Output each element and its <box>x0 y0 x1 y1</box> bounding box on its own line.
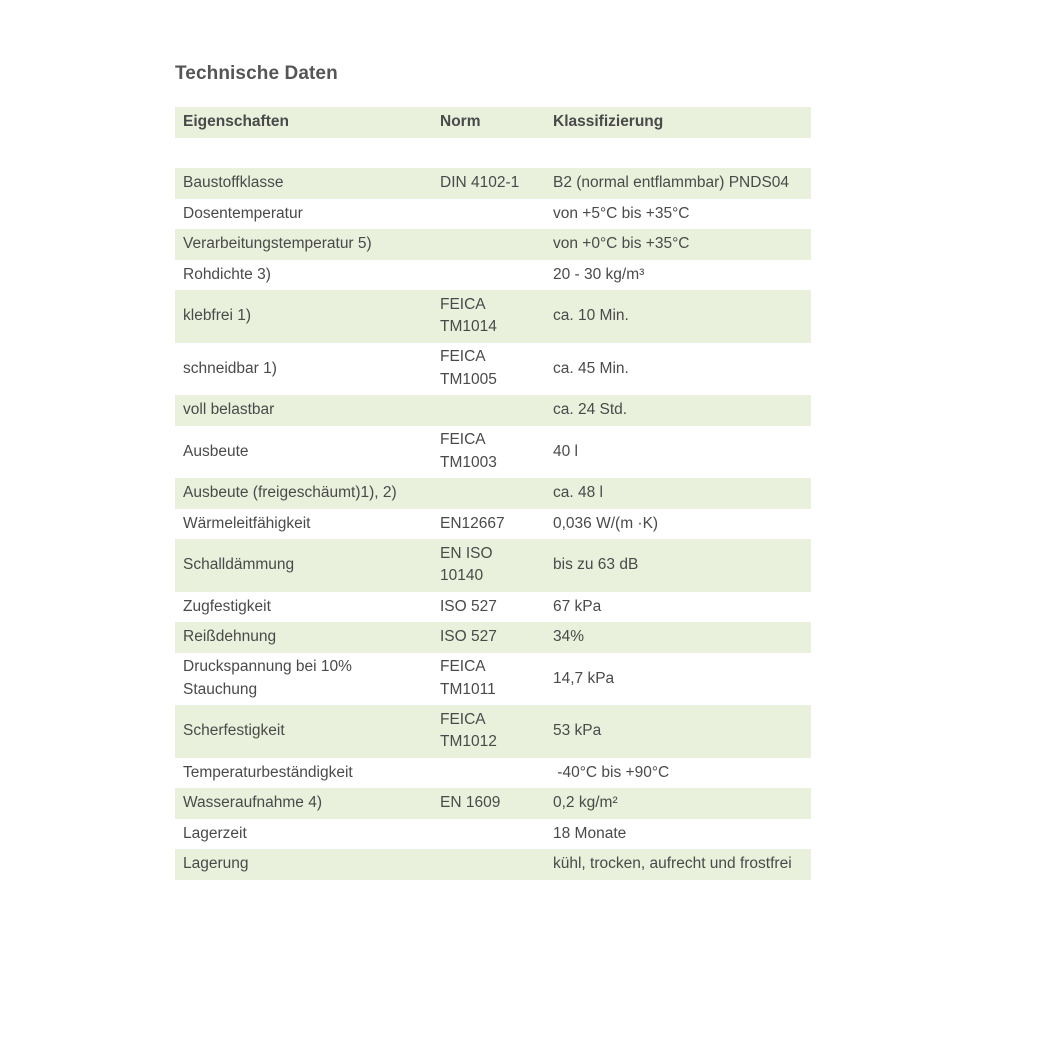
cell-property: Ausbeute (freigeschäumt)1), 2) <box>175 478 432 509</box>
table-row <box>175 168 811 199</box>
table-row <box>175 849 811 880</box>
page-title: Technische Daten <box>175 63 338 84</box>
cell-norm <box>432 260 545 291</box>
table-row <box>175 758 811 789</box>
norm-line-1: FEICA <box>440 710 486 728</box>
cell-value: von +5°C bis +35°C <box>553 204 690 222</box>
cell-norm <box>432 229 545 260</box>
table-row <box>175 260 811 291</box>
cell-norm <box>432 758 545 789</box>
table-row <box>175 426 811 479</box>
cell-property: voll belastbar <box>175 395 432 426</box>
norm-line-2: TM1011 <box>440 680 496 698</box>
cell-property <box>175 653 432 706</box>
cell-norm <box>432 653 545 706</box>
cell-property: Lagerzeit <box>183 824 247 842</box>
norm-line-1: FEICA <box>440 348 486 366</box>
cell-value: ca. 10 Min. <box>545 290 811 343</box>
cell-norm <box>432 199 545 230</box>
cell-property: Wasseraufnahme 4) <box>175 788 432 819</box>
table-row <box>175 343 811 396</box>
table-row <box>175 395 811 426</box>
table-row <box>175 229 811 260</box>
cell-norm: ISO 527 <box>432 622 545 653</box>
table-row <box>175 539 811 592</box>
cell-property: schneidbar 1) <box>183 359 277 377</box>
norm-line-1: FEICA <box>440 431 486 449</box>
cell-property: Zugfestigkeit <box>183 597 271 615</box>
cell-value: 14,7 kPa <box>553 669 615 687</box>
table-row <box>175 653 811 706</box>
cell-value: 0,036 W/(m ·K) <box>553 514 659 532</box>
table-row <box>175 509 811 540</box>
norm-line-2: 10140 <box>440 567 484 585</box>
norm-line-1: EN ISO <box>440 544 493 562</box>
cell-property: klebfrei 1) <box>175 290 432 343</box>
cell-property: Temperaturbeständigkeit <box>183 763 353 781</box>
header-norm: Norm <box>432 107 545 138</box>
cell-property: Lagerung <box>175 849 432 880</box>
cell-norm <box>432 478 545 509</box>
table-row <box>175 819 811 850</box>
cell-value: bis zu 63 dB <box>545 539 811 592</box>
cell-value: kühl, trocken, aufrecht und frostfrei <box>545 849 811 880</box>
cell-norm <box>432 426 545 479</box>
cell-value: ca. 45 Min. <box>553 359 629 377</box>
cell-norm <box>432 343 545 396</box>
table-row <box>175 592 811 623</box>
cell-norm <box>432 849 545 880</box>
cell-value: 20 - 30 kg/m³ <box>553 265 645 283</box>
property-line-1: Druckspannung bei 10% <box>183 658 352 676</box>
cell-norm: DIN 4102-1 <box>432 168 545 199</box>
cell-property: Baustoffklasse <box>175 168 432 199</box>
norm-line-1: FEICA <box>440 295 486 313</box>
table-row <box>175 290 811 343</box>
cell-norm: EN 1609 <box>432 788 545 819</box>
cell-norm <box>432 290 545 343</box>
table-header-row <box>175 107 811 138</box>
table-row <box>175 788 811 819</box>
norm-line-2: TM1005 <box>440 370 497 388</box>
cell-value: ca. 24 Std. <box>545 395 811 426</box>
spacer-row <box>175 138 811 168</box>
cell-value: 67 kPa <box>553 597 602 615</box>
cell-norm: EN12667 <box>440 514 505 532</box>
cell-value: 0,2 kg/m² <box>545 788 811 819</box>
cell-property: Schalldämmung <box>175 539 432 592</box>
norm-line-2: TM1012 <box>440 733 497 751</box>
norm-line-2: TM1003 <box>440 453 497 471</box>
cell-norm <box>432 395 545 426</box>
cell-value: 34% <box>545 622 811 653</box>
cell-property: Scherfestigkeit <box>175 705 432 758</box>
table-row <box>175 622 811 653</box>
property-line-2: Stauchung <box>183 680 258 698</box>
cell-norm <box>432 705 545 758</box>
cell-value: 40 l <box>553 442 578 460</box>
norm-line-1: FEICA <box>440 658 486 676</box>
cell-norm: ISO 527 <box>440 597 497 615</box>
cell-norm <box>432 819 545 850</box>
cell-property: Reißdehnung <box>175 622 432 653</box>
cell-property: Dosentemperatur <box>183 204 303 222</box>
cell-property: Ausbeute <box>183 442 249 460</box>
cell-value: 53 kPa <box>545 705 811 758</box>
table-row <box>175 199 811 230</box>
cell-value: B2 (normal entflammbar) PNDS04 <box>545 168 811 199</box>
cell-property: Rohdichte 3) <box>183 265 271 283</box>
header-property: Eigenschaften <box>175 107 432 138</box>
table-row <box>175 705 811 758</box>
norm-line-2: TM1014 <box>440 318 497 336</box>
table-row <box>175 478 811 509</box>
cell-value: 18 Monate <box>553 824 627 842</box>
cell-value: ca. 48 l <box>545 478 811 509</box>
technical-data-table <box>175 107 811 880</box>
header-classification: Klassifizierung <box>545 107 811 138</box>
cell-property: Wärmeleitfähigkeit <box>183 514 311 532</box>
cell-value: von +0°C bis +35°C <box>545 229 811 260</box>
cell-value: -40°C bis +90°C <box>553 763 670 781</box>
cell-property: Verarbeitungstemperatur 5) <box>175 229 432 260</box>
cell-norm <box>432 539 545 592</box>
